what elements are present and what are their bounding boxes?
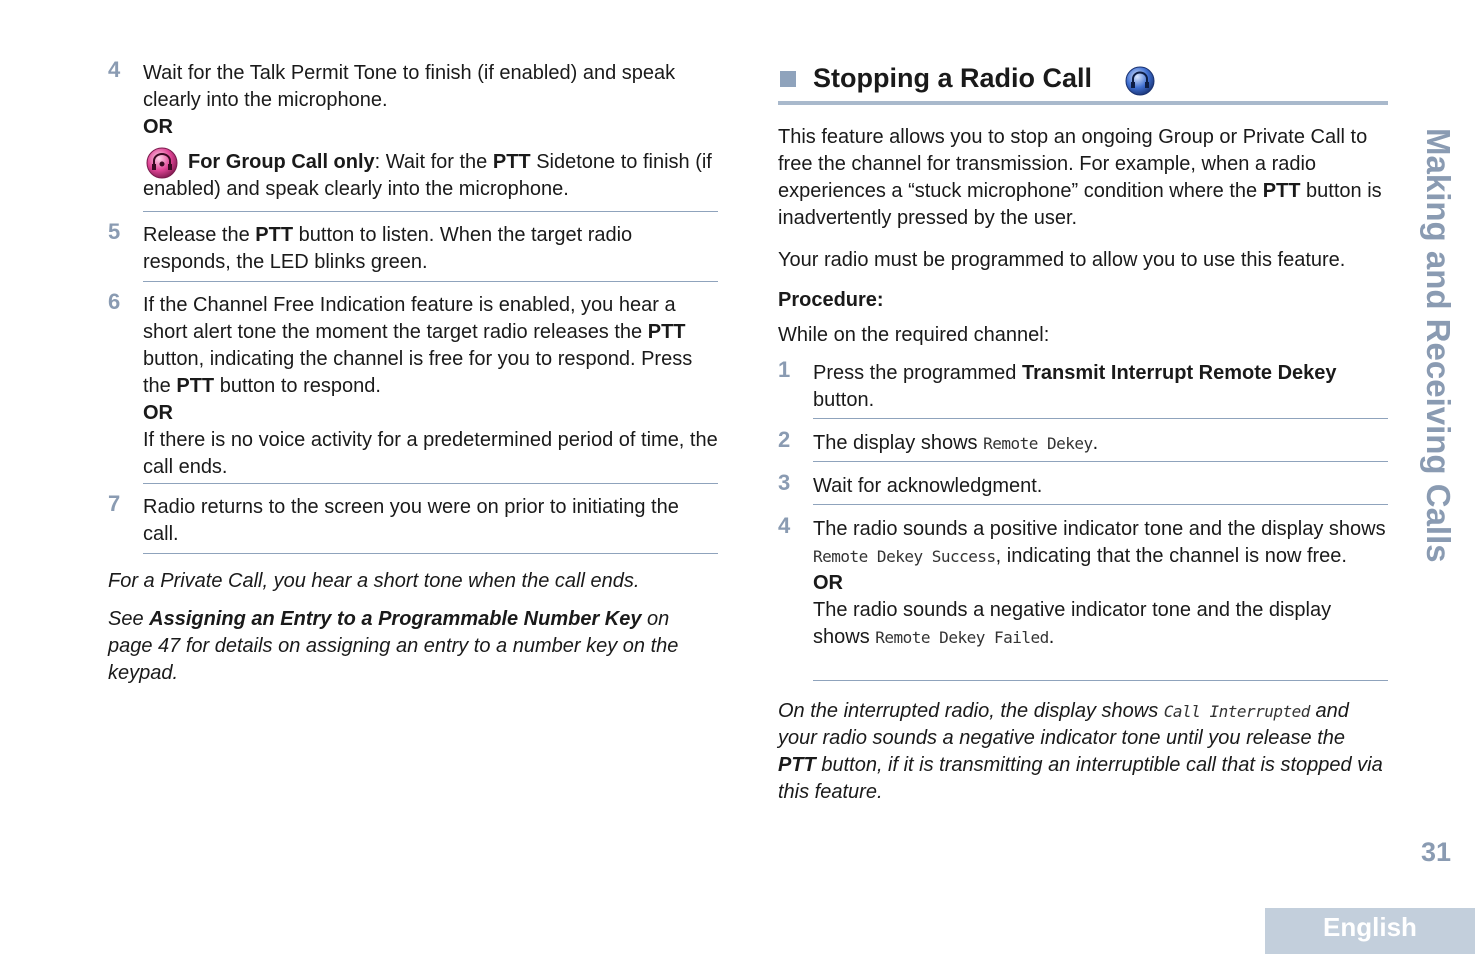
step-text: Press the programmed Transmit Interrupt Remote Dekey button. xyxy=(813,362,1337,411)
see-also-note: See Assigning an Entry to a Programmable Number Key on page 47 for details on assigning an entry to a number key on the keypad. xyxy=(108,608,679,684)
step-number: 4 xyxy=(778,513,791,538)
divider xyxy=(813,418,1388,419)
section-side-title: Making and Receiving Calls xyxy=(1420,128,1457,563)
interrupted-note: On the interrupted radio, the display shows Call Interrupted and your radio sounds a negative indicator tone until you release the PTT button, if it is transmitting an interruptible call that is stopped via this feature. xyxy=(778,700,1383,803)
procedure-label: Procedure: xyxy=(778,289,884,311)
or-label: OR xyxy=(813,572,843,594)
step-number: 1 xyxy=(778,357,791,382)
programming-note: Your radio must be programmed to allow you to use this feature. xyxy=(778,249,1346,271)
group-call-icon xyxy=(145,147,179,187)
divider xyxy=(143,553,718,554)
step-4-right xyxy=(778,513,1388,651)
procedure-intro: While on the required channel: xyxy=(778,324,1050,346)
divider xyxy=(143,483,718,484)
or-label: OR xyxy=(143,402,173,424)
language-tab: English xyxy=(1265,908,1475,954)
step-text: Wait for acknowledgment. xyxy=(813,475,1043,497)
divider xyxy=(143,211,718,212)
section-heading xyxy=(778,60,1388,100)
cross-reference-link[interactable]: Assigning an Entry to a Programmable Number Key xyxy=(149,608,642,630)
display-text: Remote Dekey Failed xyxy=(875,628,1049,647)
divider xyxy=(813,461,1388,462)
display-text: Remote Dekey Success xyxy=(813,547,996,566)
step-text: The radio sounds a positive indicator tone and the display shows Remote Dekey Success, indicating that the channel is now free. OR The radio sounds a negative indicator tone and the display shows Remote Dekey Failed. xyxy=(813,516,1388,651)
step-text: Radio returns to the screen you were on prior to initiating the call. xyxy=(143,496,679,545)
divider xyxy=(143,281,718,282)
feature-headset-icon xyxy=(1125,66,1155,104)
step-5-left xyxy=(108,219,718,276)
step-text: Wait for the Talk Permit Tone to finish (if enabled) and speak clearly into the microphone. xyxy=(143,62,676,111)
step-text: Release the PTT button to listen. When the target radio responds, the LED blinks green. xyxy=(143,224,633,273)
heading-rule xyxy=(778,101,1388,105)
step-number: 3 xyxy=(778,470,791,495)
display-text: Remote Dekey xyxy=(983,434,1093,453)
step-4-left xyxy=(108,57,718,203)
step-2-right xyxy=(778,427,1388,457)
divider xyxy=(813,680,1388,681)
heading-bullet xyxy=(780,71,796,87)
step-number: 4 xyxy=(108,57,121,82)
step-number: 7 xyxy=(108,491,121,516)
step-number: 2 xyxy=(778,427,791,452)
step-text: If the Channel Free Indication feature is enabled, you hear a short alert tone the moment the target radio releases the PTT button, indicating the channel is free for you to respond. Press the PTT button to respond. OR If there is no voice activity for a predetermined period of time, the call ends. xyxy=(143,294,718,478)
divider xyxy=(813,504,1388,505)
step-1-right xyxy=(778,357,1388,414)
page-number: 31 xyxy=(1421,837,1452,867)
section-title: Stopping a Radio Call xyxy=(813,63,1093,93)
step-3-right xyxy=(778,470,1388,500)
private-call-note: For a Private Call, you hear a short tone when the call ends. xyxy=(108,570,640,592)
group-call-note: For Group Call only: Wait for the PTT Sidetone to finish (if enabled) and speak clearly into the microphone. xyxy=(143,149,718,203)
display-text: Call Interrupted xyxy=(1163,702,1310,721)
step-6-left xyxy=(108,289,718,481)
step-number: 6 xyxy=(108,289,121,314)
or-label: OR xyxy=(143,116,173,138)
step-text: The display shows Remote Dekey. xyxy=(813,432,1099,454)
intro-paragraph: This feature allows you to stop an ongoing Group or Private Call to free the channel for transmission. For example, when a radio experiences a “stuck microphone” condition where the PTT button is inadvertently pressed by the user. xyxy=(778,126,1382,229)
step-number: 5 xyxy=(108,219,121,244)
step-7-left xyxy=(108,491,718,548)
